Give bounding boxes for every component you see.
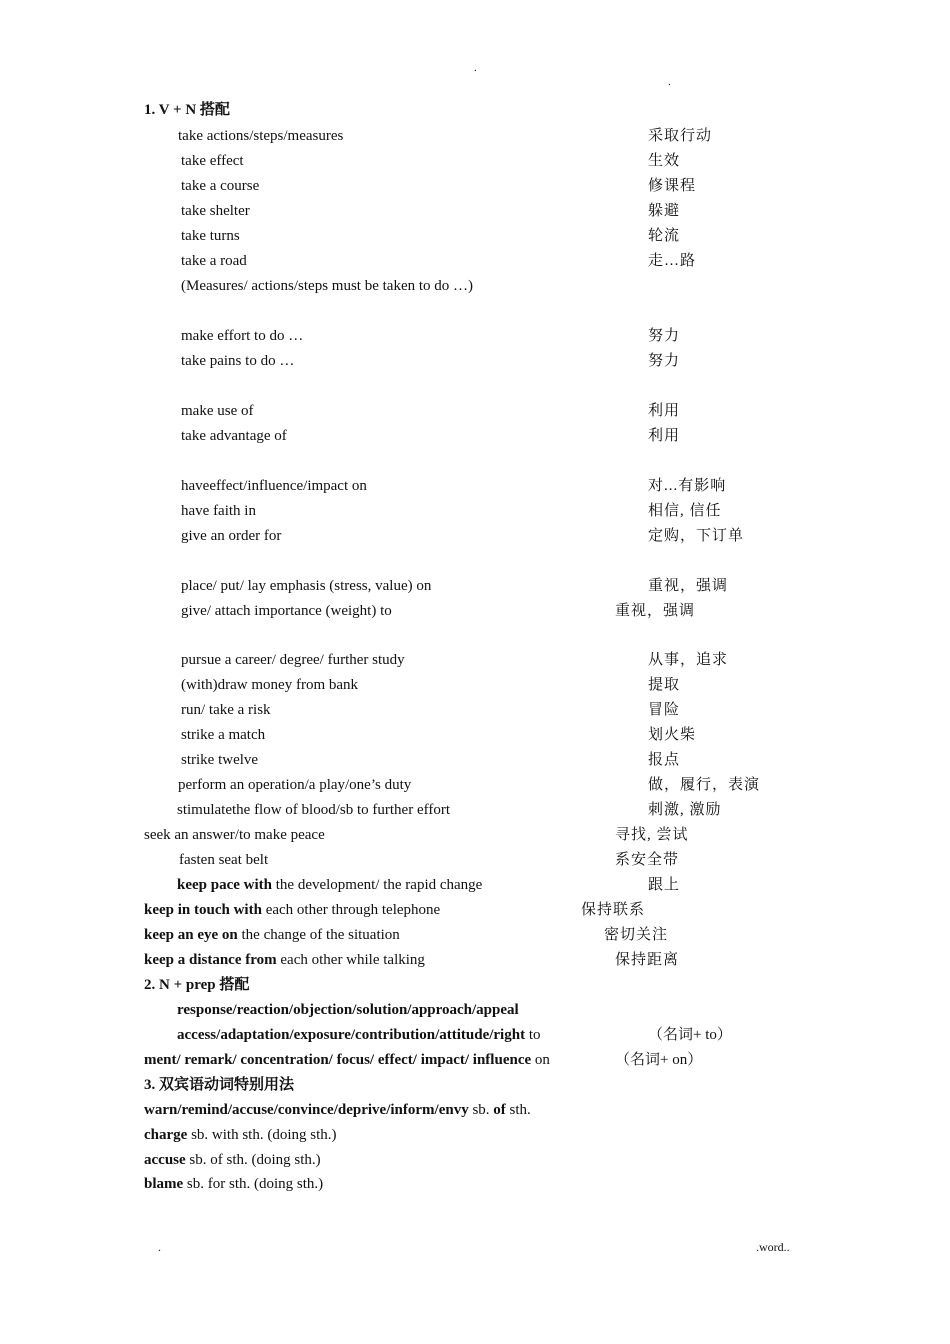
section-title-nprep: 2. N + prep 搭配 — [144, 977, 250, 993]
phrase-cn: 生效 — [648, 153, 681, 169]
nprep-prep: on — [531, 1052, 550, 1068]
phrase-en: take pains to do … — [181, 353, 295, 369]
phrase-cn: 走…路 — [648, 253, 697, 269]
phrase-en: make use of — [181, 403, 254, 419]
keep-phrase — [144, 951, 425, 969]
usage-text: sb. for sth. (doing sth.) — [183, 1176, 324, 1192]
phrase-en: take advantage of — [181, 428, 287, 444]
phrase-cn: 重视，强调 — [648, 578, 729, 594]
phrase-en: fasten seat belt — [179, 852, 269, 868]
nprep-note: （名词+ to） — [648, 1027, 732, 1043]
phrase-cn: 刺激, 激励 — [648, 802, 722, 818]
phrase-en: take turns — [181, 228, 240, 244]
keep-phrase — [177, 876, 482, 894]
phrase-cn: 划火柴 — [648, 727, 697, 743]
keep-phrase-bold: keep a distance from — [144, 952, 277, 968]
ditransitive-line — [144, 1175, 323, 1193]
phrase-cn: 轮流 — [648, 228, 681, 244]
phrase-cn: 利用 — [648, 428, 681, 444]
phrase-cn: 相信, 信任 — [648, 503, 722, 519]
preposition: of — [493, 1102, 506, 1118]
usage-text: sb. with sth. (doing sth.) — [187, 1127, 337, 1143]
nprep-note: （名词+ on） — [615, 1052, 703, 1068]
phrase-en: run/ take a risk — [181, 702, 271, 718]
phrase-en: strike twelve — [181, 752, 259, 768]
ditransitive-line — [144, 1151, 321, 1169]
section-title-vn: 1. V + N 搭配 — [144, 102, 230, 118]
phrase-note: (Measures/ actions/steps must be taken to do …) — [181, 278, 474, 294]
phrase-cn: 努力 — [648, 353, 681, 369]
phrase-en: make effort to do … — [181, 328, 304, 344]
phrase-en: stimulatethe flow of blood/sb to further effort — [177, 802, 450, 818]
verb: blame — [144, 1176, 184, 1192]
phrase-cn: 采取行动 — [648, 128, 713, 144]
keep-phrase-bold: keep an eye on — [144, 927, 238, 943]
keep-phrase-bold: keep in touch with — [144, 902, 262, 918]
phrase-en: take a road — [181, 253, 247, 269]
phrase-cn: 跟上 — [648, 877, 681, 893]
phrase-cn: 修课程 — [648, 178, 697, 194]
phrase-cn: 重视，强调 — [615, 603, 696, 619]
phrase-en: take actions/steps/measures — [178, 128, 344, 144]
phrase-cn: 报点 — [648, 752, 681, 768]
footer-word-label: .word.. — [756, 1240, 790, 1254]
phrase-en: take a course — [181, 178, 260, 194]
phrase-en: haveeffect/influence/impact on — [181, 478, 367, 494]
usage-text: sth. — [505, 1102, 531, 1118]
phrase-en: (with)draw money from bank — [181, 677, 359, 693]
phrase-cn: 躲避 — [648, 203, 681, 219]
phrase-en: perform an operation/a play/one’s duty — [178, 777, 412, 793]
phrase-cn: 寻找, 尝试 — [615, 827, 689, 843]
keep-phrase — [144, 901, 440, 919]
phrase-en: pursue a career/ degree/ further study — [181, 652, 405, 668]
verb: accuse — [144, 1152, 186, 1168]
phrase-cn: 利用 — [648, 403, 681, 419]
verb: charge — [144, 1127, 188, 1143]
verb-list: warn/remind/accuse/convince/deprive/inform/envy — [144, 1102, 469, 1118]
usage-text: sb. of sth. (doing sth.) — [185, 1152, 321, 1168]
phrase-en: give/ attach importance (weight) to — [181, 603, 392, 619]
phrase-cn: 密切关注 — [604, 927, 669, 943]
nprep-prep: to — [525, 1027, 541, 1043]
nprep-line: response/reaction/objection/solution/approach/appeal — [177, 1002, 519, 1018]
footer-dot: . — [158, 1240, 161, 1254]
phrase-en: strike a match — [181, 727, 266, 743]
phrase-cn: 保持距离 — [615, 952, 680, 968]
section-title-ditransitive: 3. 双宾语动词特别用法 — [144, 1077, 295, 1093]
phrase-cn: 定购，下订单 — [648, 528, 745, 544]
phrase-en: place/ put/ lay emphasis (stress, value) on — [181, 578, 432, 594]
keep-phrase — [144, 926, 400, 944]
phrase-en: take effect — [181, 153, 244, 169]
phrase-cn: 冒险 — [648, 702, 681, 718]
phrase-en: take shelter — [181, 203, 250, 219]
phrase-en: give an order for — [181, 528, 282, 544]
ditransitive-line — [144, 1101, 531, 1119]
phrase-cn: 从事，追求 — [648, 652, 729, 668]
keep-phrase-bold: keep pace with — [177, 877, 272, 893]
phrase-cn: 提取 — [648, 677, 681, 693]
usage-text: sb. — [468, 1102, 494, 1118]
keep-phrase-rest: the development/ the rapid change — [272, 877, 483, 893]
phrase-cn: 对...有影响 — [648, 478, 727, 494]
phrase-cn: 保持联系 — [581, 902, 646, 918]
nprep-nouns: access/adaptation/exposure/contribution/attitude/right — [177, 1027, 526, 1043]
phrase-en: seek an answer/to make peace — [144, 827, 325, 843]
keep-phrase-rest: the change of the situation — [237, 927, 400, 943]
ditransitive-line — [144, 1126, 337, 1144]
keep-phrase-rest: each other through telephone — [261, 902, 441, 918]
keep-phrase-rest: each other while talking — [276, 952, 425, 968]
nprep-line — [144, 1051, 550, 1069]
phrase-cn: 系安全带 — [615, 852, 680, 868]
phrase-cn: 做，履行，表演 — [648, 777, 761, 793]
nprep-nouns: ment/ remark/ concentration/ focus/ effect/ impact/ influence — [144, 1052, 532, 1068]
phrase-en: have faith in — [181, 503, 256, 519]
phrase-cn: 努力 — [648, 328, 681, 344]
header-dot-right: . — [668, 76, 671, 88]
header-dot-center: . — [474, 62, 477, 74]
nprep-line — [177, 1026, 540, 1044]
